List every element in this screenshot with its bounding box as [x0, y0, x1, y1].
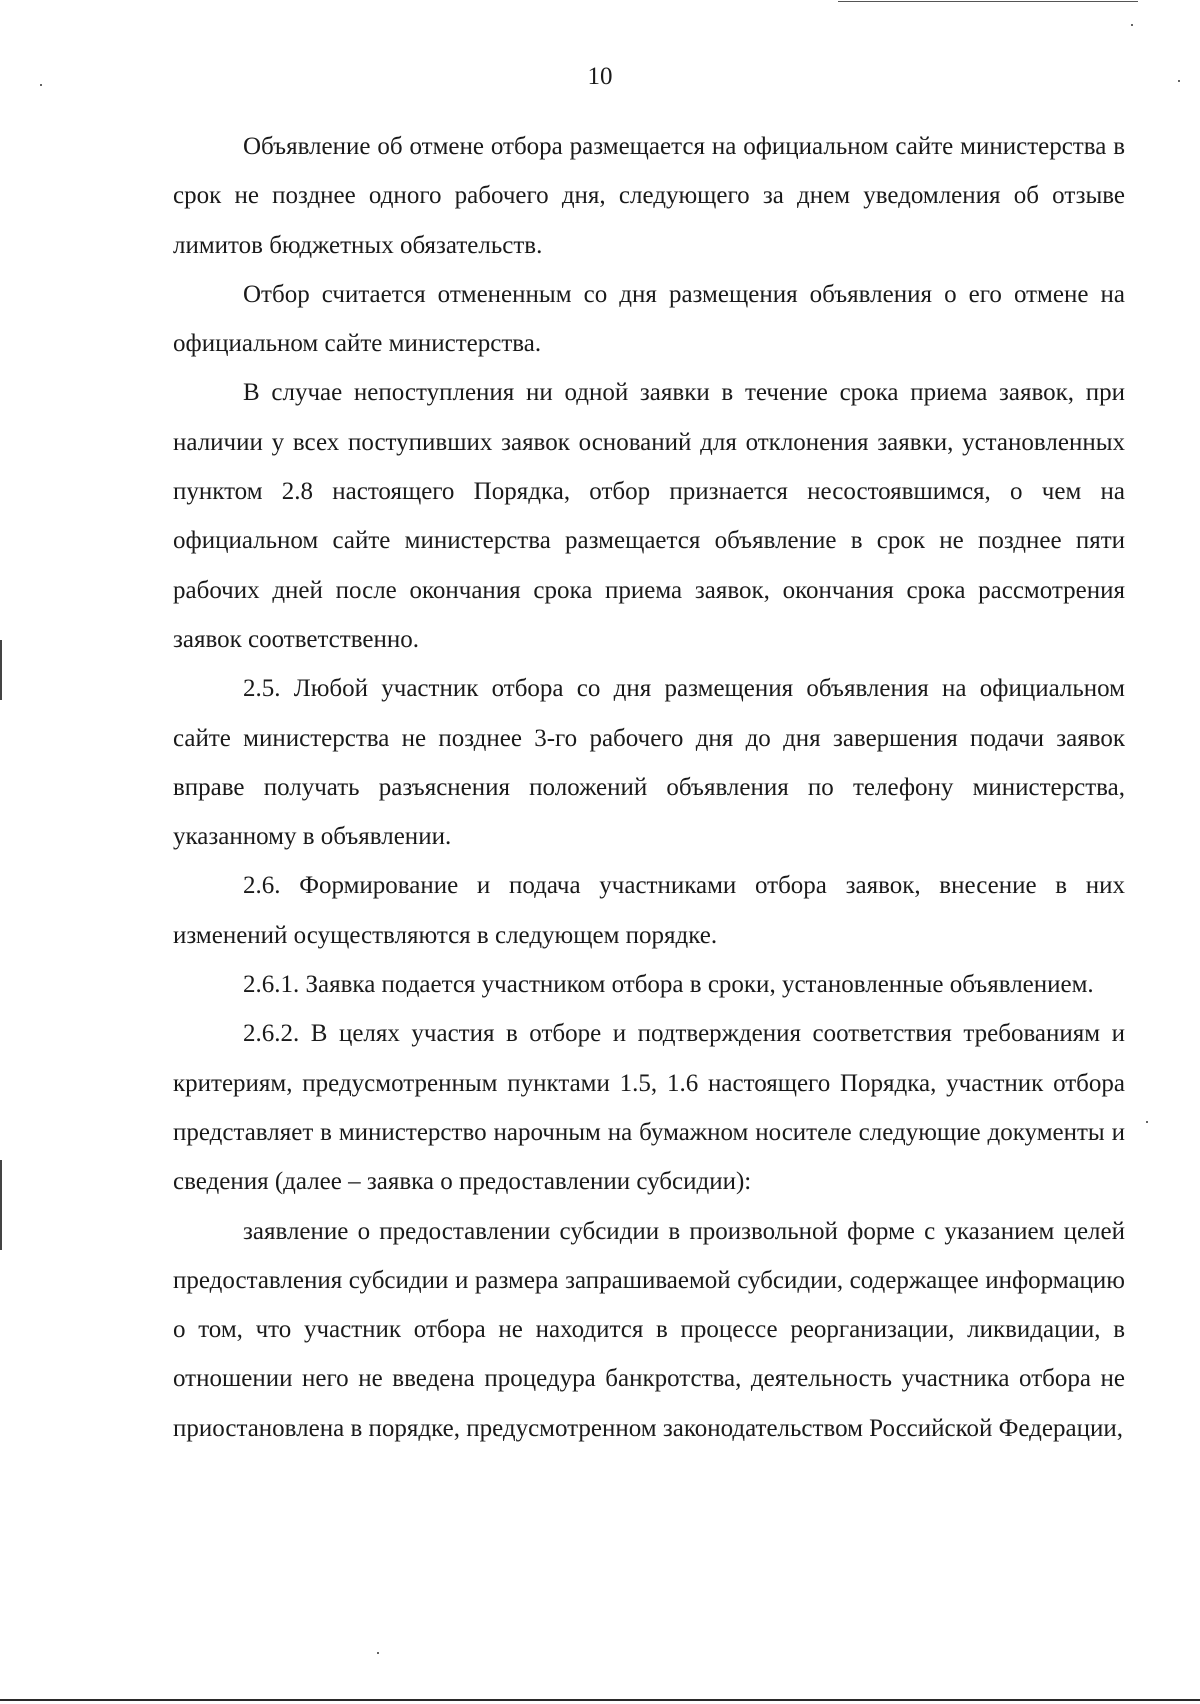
scan-artifact-top-line [838, 1, 1138, 2]
scan-speck [377, 1652, 379, 1654]
page-number: 10 [587, 63, 613, 90]
paragraph-clause-2-6-1: 2.6.1. Заявка подается участником отбора в сроки, установленные объявлением. [243, 971, 1094, 999]
paragraph-application-statement: заявление о предоставлении субсидии в произвольной форме с указанием целей предоставления субсидии и размера запрашиваемой субсидии, содержащее информацию о том, что участник отбора не находится в процессе реорганизации, ликвидации, в отношении него не введена процедура банкротства, деятельность участника отбора не приостановлена в порядке, предусмотренном законодательством Российской Федерации, [173, 1217, 1125, 1442]
paragraph-cancel-effective: Отбор считается отмененным со дня размещения объявления о его отмене на официальном сайте министерства. [173, 280, 1125, 358]
scan-speck [1178, 80, 1180, 82]
paragraph-no-applications: В случае непоступления ни одной заявки в течение срока приема заявок, при наличии у всех поступивших заявок оснований для отклонения заявки, установленных пунктом 2.8 настоящего Порядка, отбор признается несостоявшимся, о чем на официальном сайте министерства размещается объявление в срок не позднее пяти рабочих дней после окончания срока приема заявок, окончания срока рассмотрения заявок соответственно. [173, 379, 1125, 653]
document-body [173, 122, 1125, 1453]
scan-speck [40, 84, 42, 86]
scan-artifact-left-edge [0, 1160, 2, 1250]
scan-speck [1146, 1121, 1148, 1123]
paragraph-clause-2-6: 2.6. Формирование и подача участниками отбора заявок, внесение в них изменений осуществляются в следующем порядке. [173, 872, 1125, 949]
paragraph-clause-2-6-2: 2.6.2. В целях участия в отборе и подтверждения соответствия требованиям и критериям, предусмотренным пунктами 1.5, 1.6 настоящего Порядка, участник отбора представляет в министерство нарочным на бумажном носителе следующие документы и сведения (далее – заявка о предоставлении субсидии): [173, 1020, 1125, 1196]
paragraph-cancel-announcement: Объявление об отмене отбора размещается на официальном сайте министерства в срок не позднее одного рабочего дня, следующего за днем уведомления об отзыве лимитов бюджетных обязательств. [173, 133, 1125, 259]
scan-artifact-left-edge [0, 640, 2, 700]
paragraph-clause-2-5: 2.5. Любой участник отбора со дня размещения объявления на официальном сайте министерства не позднее 3-го рабочего дня до дня завершения подачи заявок вправе получать разъяснения положений объявления по телефону министерства, указанному в объявлении. [173, 675, 1125, 851]
scan-artifact-bottom-line [0, 1699, 1200, 1701]
scan-speck [1131, 24, 1133, 26]
